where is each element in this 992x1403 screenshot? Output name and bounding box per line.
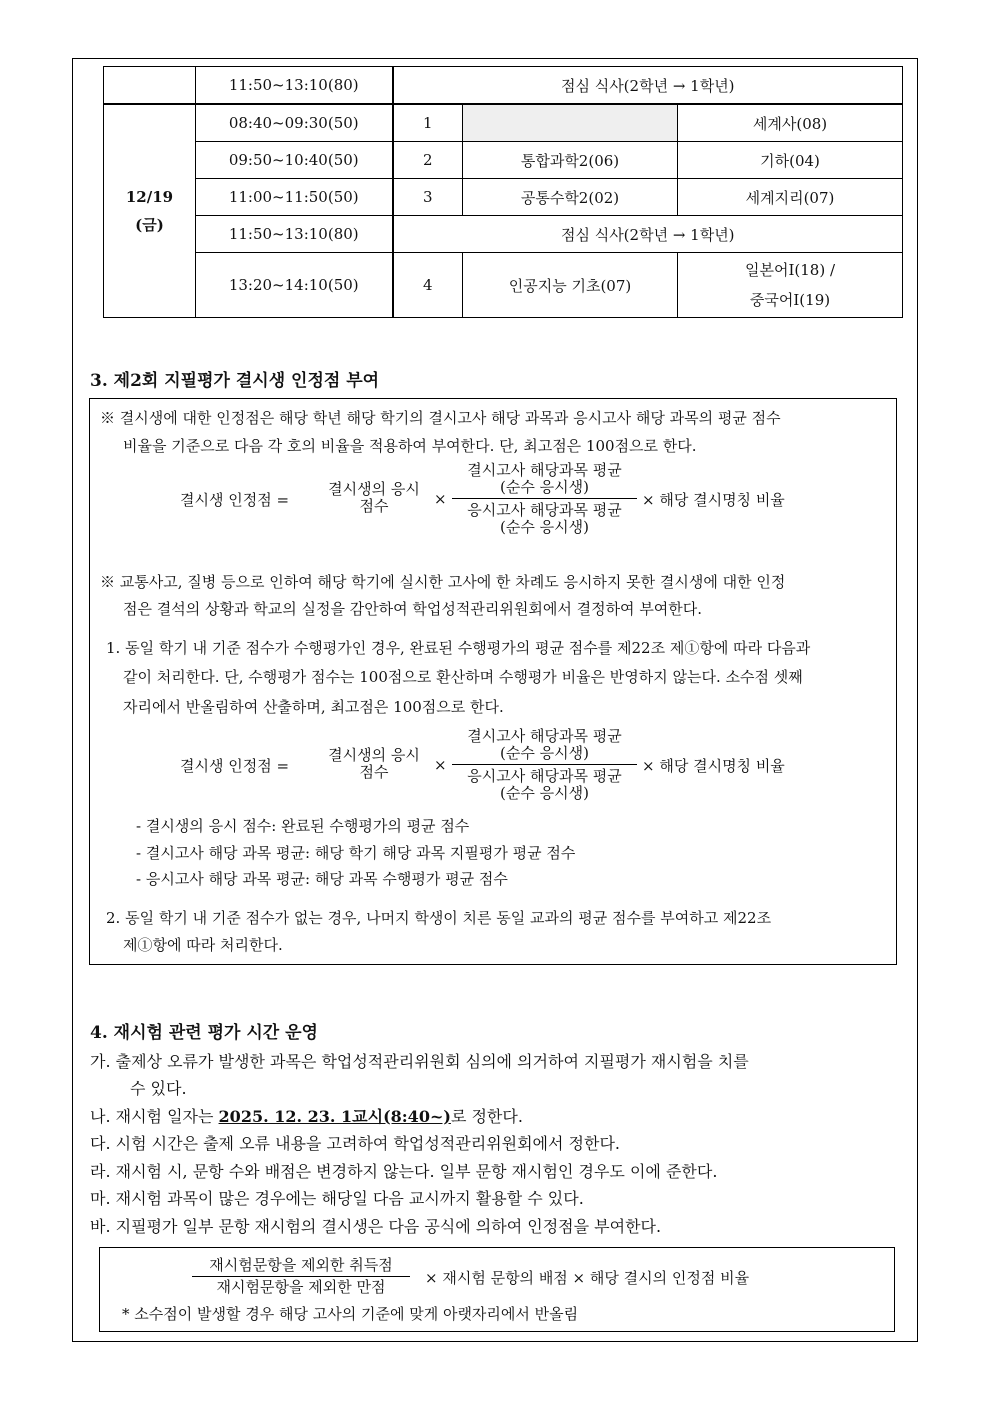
retest-denominator: 재시험문항을 제외한 만점: [216, 1278, 386, 1296]
time-cell: 11:50~13:10(80): [196, 216, 393, 253]
note2-line: 점은 결석의 상황과 학교의 실정을 감안하여 학업성적관리위원회에서 결정하여 부여한다.: [123, 600, 703, 618]
formula-score: [318, 481, 430, 515]
retest-date: 2025. 12. 23. 1교시(8:40~): [218, 1107, 451, 1126]
formula-rhs: × 해당 결시명칭 비율: [642, 757, 785, 775]
formula-score: [318, 747, 430, 781]
grade1-subject-cell: [463, 104, 678, 142]
grade2-subject-cell: [678, 253, 903, 318]
note2-line: ※ 교통사고, 질병 등으로 인하여 해당 학기에 실시한 고사에 한 차례도 응시하지 못한 결시생에 대한 인정: [100, 573, 786, 591]
formula-denominator: [452, 502, 637, 536]
grade2-subject-cell: 세계사(08): [678, 104, 903, 142]
formula-denominator-line: (순수 응시생): [500, 518, 589, 536]
fraction-bar: [192, 1276, 410, 1277]
item1-line: 1. 동일 학기 내 기준 점수가 수행평가인 경우, 완료된 수행평가의 평균 점수를 제22조 제①항에 따라 다음과: [106, 639, 811, 657]
time-cell: 09:50~10:40(50): [196, 142, 393, 179]
grade2-subject-cell: 기하(04): [678, 142, 903, 179]
fraction-bar: [452, 764, 637, 765]
period-cell: 2: [393, 142, 463, 179]
retest-note: * 소수점이 발생할 경우 해당 고사의 기준에 맞게 아랫자리에서 반올림: [122, 1305, 579, 1323]
formula-score-bottom: 점수: [359, 497, 389, 515]
dash-item: - 결시고사 해당 과목 평균: 해당 학기 해당 과목 지필평가 평균 점수: [136, 844, 576, 862]
section3-title: 3. 제2회 지필평가 결시생 인정점 부여: [90, 371, 380, 391]
list-item: 가. 출제상 오류가 발생한 과목은 학업성적관리위원회 심의에 의거하여 지필평가 재시험을 치를: [90, 1052, 749, 1071]
list-item: 바. 지필평가 일부 문항 재시험의 결시생은 다음 공식에 의하여 인정점을 부여한다.: [90, 1217, 662, 1236]
note1-line: 비율을 기준으로 다음 각 호의 비율을 적용하여 부여한다. 단, 최고점은 100점으로 한다.: [123, 437, 697, 455]
lunch-cell: 점심 식사(2학년 → 1학년): [393, 67, 903, 105]
grade1-subject-cell: 통합과학2(06): [463, 142, 678, 179]
formula-denominator-line: 응시고사 해당과목 평균: [467, 767, 622, 785]
grade1-subject-cell: 공통수학2(02): [463, 179, 678, 216]
formula-denominator-line: 응시고사 해당과목 평균: [467, 501, 622, 519]
list-item: [90, 1104, 523, 1127]
table-row: [104, 142, 903, 179]
exam-schedule-table: [103, 66, 903, 318]
note1-line: ※ 결시생에 대한 인정점은 해당 학년 해당 학기의 결시고사 해당 과목과 응시고사 해당 과목의 평균 점수: [100, 409, 781, 427]
time-cell: 08:40~09:30(50): [196, 104, 393, 142]
formula-score-top: 결시생의 응시: [328, 746, 420, 764]
formula-rhs: × 해당 결시명칭 비율: [642, 491, 785, 509]
retest-numerator: 재시험문항을 제외한 취득점: [209, 1256, 393, 1274]
time-cell: 13:20~14:10(50): [196, 253, 393, 318]
retest-date-prefix: 나. 재시험 일자는: [90, 1107, 219, 1126]
table-row: [104, 216, 903, 253]
list-item: 마. 재시험 과목이 많은 경우에는 해당일 다음 교시까지 활용할 수 있다.: [90, 1189, 584, 1208]
item2-line: 2. 동일 학기 내 기준 점수가 없는 경우, 나머지 학생이 치른 동일 교과의 평균 점수를 부여하고 제22조: [106, 909, 772, 927]
table-row: [104, 104, 903, 142]
dash-item: - 응시고사 해당 과목 평균: 해당 과목 수행평가 평균 점수: [136, 870, 508, 888]
formula-times: ×: [434, 756, 447, 774]
grade2-subject-line: 일본어Ⅰ(18) /: [745, 261, 836, 279]
formula-numerator-line: (순수 응시생): [500, 744, 589, 762]
retest-date-suffix: 로 정한다.: [450, 1107, 523, 1126]
formula-numerator: [452, 462, 637, 496]
formula-score-top: 결시생의 응시: [328, 480, 420, 498]
table-row: [104, 253, 903, 318]
item1-line: 자리에서 반올림하여 산출하며, 최고점은 100점으로 한다.: [123, 698, 504, 716]
list-item: 수 있다.: [130, 1079, 187, 1098]
retest-formula-rest: × 재시험 문항의 배점 × 해당 결시의 인정점 비율: [425, 1269, 750, 1287]
formula-lhs: 결시생 인정점 =: [180, 491, 290, 509]
time-cell: 11:50~13:10(80): [196, 67, 393, 105]
lunch-cell: 점심 식사(2학년 → 1학년): [393, 216, 903, 253]
day-weekday: (금): [135, 216, 164, 234]
grade1-subject-cell: 인공지능 기초(07): [463, 253, 678, 318]
fraction-bar: [452, 498, 637, 499]
list-item: 라. 재시험 시, 문항 수와 배점은 변경하지 않는다. 일부 문항 재시험인 경우도 이에 준한다.: [90, 1162, 718, 1181]
formula-denominator-line: (순수 응시생): [500, 784, 589, 802]
period-cell: 1: [393, 104, 463, 142]
grade2-subject-cell: 세계지리(07): [678, 179, 903, 216]
formula-numerator-line: (순수 응시생): [500, 478, 589, 496]
item2-line: 제①항에 따라 처리한다.: [123, 936, 283, 954]
table-row: [104, 179, 903, 216]
time-cell: 11:00~11:50(50): [196, 179, 393, 216]
formula-numerator-line: 결시고사 해당과목 평균: [467, 461, 622, 479]
period-cell: 4: [393, 253, 463, 318]
item1-line: 같이 처리한다. 단, 수행평가 점수는 100점으로 환산하며 수행평가 비율은 반영하지 않는다. 소수점 셋째: [123, 668, 803, 686]
formula-numerator-line: 결시고사 해당과목 평균: [467, 727, 622, 745]
period-cell: 3: [393, 179, 463, 216]
day-cell: [104, 104, 196, 318]
formula-numerator: [452, 728, 637, 762]
formula-lhs: 결시생 인정점 =: [180, 757, 290, 775]
dash-item: - 결시생의 응시 점수: 완료된 수행평가의 평균 점수: [136, 817, 470, 835]
day-date: 12/19: [125, 188, 174, 206]
grade2-subject-line: 중국어Ⅰ(19): [749, 291, 831, 309]
table-row: [104, 67, 903, 105]
section4-title: 4. 재시험 관련 평가 시간 운영: [90, 1023, 318, 1043]
formula-denominator: [452, 768, 637, 802]
formula-score-bottom: 점수: [359, 763, 389, 781]
list-item: 다. 시험 시간은 출제 오류 내용을 고려하여 학업성적관리위원회에서 정한다.: [90, 1134, 620, 1153]
formula-times: ×: [434, 490, 447, 508]
